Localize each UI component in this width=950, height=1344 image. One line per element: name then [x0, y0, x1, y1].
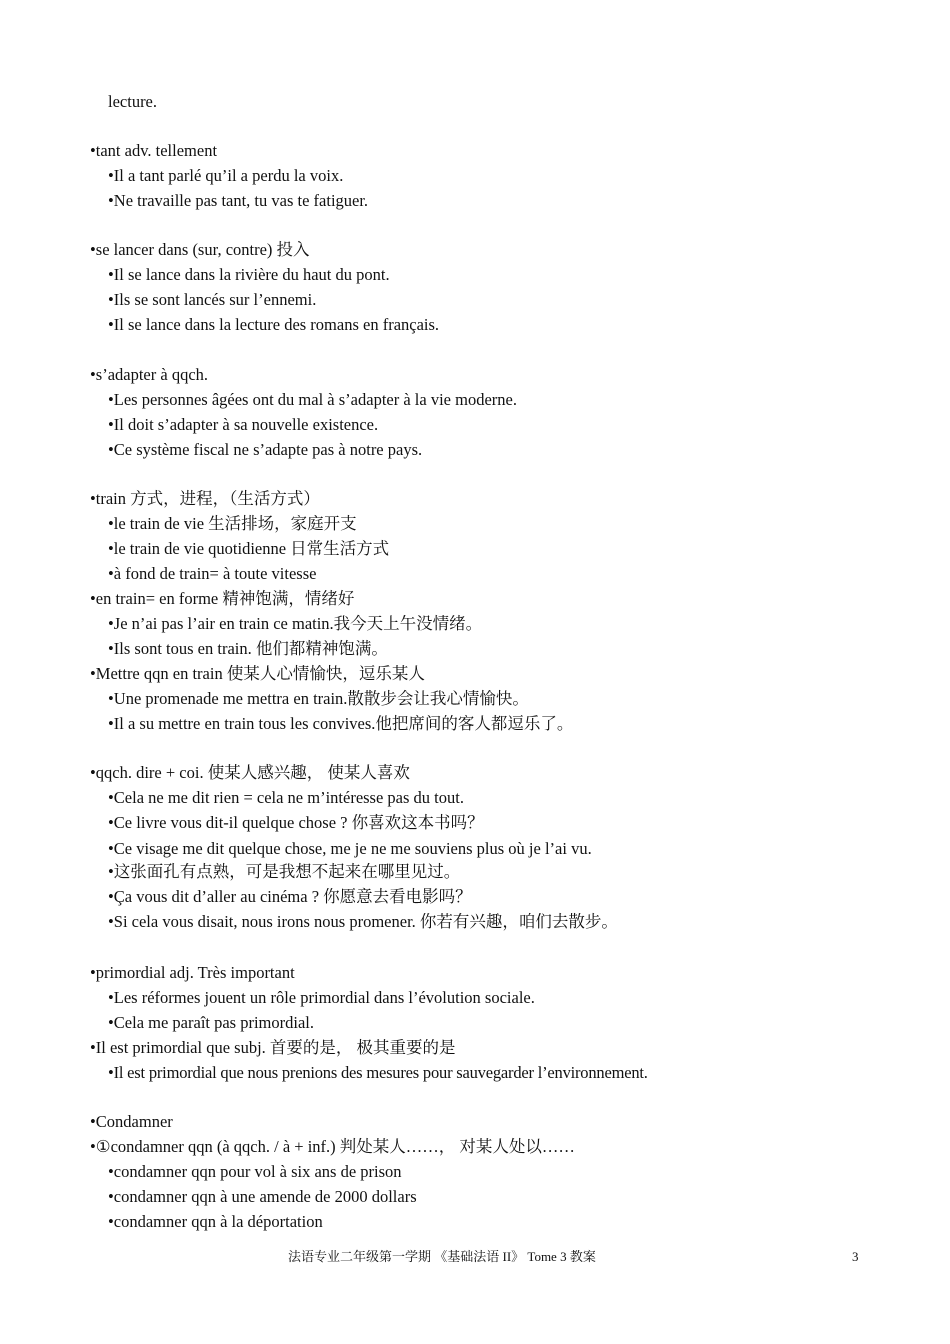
example-line: •Ils sont tous en train. 他们都精神饱满。	[108, 639, 388, 658]
example-line: •Il a su mettre en train tous les convives.他把席间的客人都逗乐了。	[108, 714, 574, 733]
example-line: •condamner qqn à la déportation	[108, 1212, 323, 1231]
entry-heading: •se lancer dans (sur, contre) 投入	[90, 240, 310, 259]
entry-heading: •qqch. dire + coi. 使某人感兴趣， 使某人喜欢	[90, 763, 410, 782]
example-line: •Ne travaille pas tant, tu vas te fatiguer.	[108, 191, 369, 210]
example-line: •Il doit s’adapter à sa nouvelle existence.	[108, 415, 379, 434]
entry-heading: •en train= en forme 精神饱满，情绪好	[90, 589, 355, 608]
example-line: •Ce système fiscal ne s’adapte pas à notre pays.	[108, 440, 423, 459]
example-line: •Il se lance dans la lecture des romans en français.	[108, 315, 440, 334]
entry-heading: •tant adv. tellement	[90, 141, 218, 160]
entry-heading: •s’adapter à qqch.	[90, 365, 209, 384]
entry-heading: •train 方式，进程，（生活方式）	[90, 489, 320, 508]
example-line: •Une promenade me mettra en train.散散步会让我心情愉快。	[108, 689, 529, 708]
entry-heading: •Condamner	[90, 1112, 173, 1131]
example-line: •Cela me paraît pas primordial.	[108, 1013, 315, 1032]
example-line: •Je n’ai pas l’air en train ce matin.我今天上午没情绪。	[108, 614, 483, 633]
entry-heading: •Il est primordial que subj. 首要的是， 极其重要的是	[90, 1038, 456, 1057]
example-line: •Les personnes âgées ont du mal à s’adapter à la vie moderne.	[108, 390, 517, 409]
example-line: •Il se lance dans la rivière du haut du pont.	[108, 265, 390, 284]
page-number: 3	[852, 1249, 859, 1264]
footer-text: 法语专业二年级第一学期 《基础法语 II》 Tome 3 教案	[288, 1249, 596, 1264]
example-line: •Les réformes jouent un rôle primordial dans l’évolution sociale.	[108, 988, 535, 1007]
entry-heading: •primordial adj. Très important	[90, 963, 295, 982]
example-line: •Si cela vous disait, nous irons nous promener. 你若有兴趣，咱们去散步。	[108, 912, 618, 931]
example-line: •le train de vie quotidienne 日常生活方式	[108, 539, 390, 558]
example-line: •Ils se sont lancés sur l’ennemi.	[108, 290, 317, 309]
example-line: •Ce visage me dit quelque chose, me je ne me souviens plus où je l’ai vu.	[108, 839, 592, 858]
example-line: •Ça vous dit d’aller au cinéma ? 你愿意去看电影吗？	[108, 887, 472, 906]
example-line: •à fond de train= à toute vitesse	[108, 564, 317, 583]
example-line: •Cela ne me dit rien = cela ne m’intéresse pas du tout.	[108, 788, 464, 807]
entry-heading: •Mettre qqn en train 使某人心情愉快，逗乐某人	[90, 664, 425, 683]
example-line: •Ce livre vous dit-il quelque chose ? 你喜欢这本书吗？	[108, 813, 484, 832]
entry-heading: •①condamner qqn (à qqch. / à + inf.) 判处某人……， 对某人处以……	[90, 1137, 575, 1156]
example-line: •condamner qqn à une amende de 2000 dollars	[108, 1187, 417, 1206]
example-line: •le train de vie 生活排场，家庭开支	[108, 514, 357, 533]
example-line: •condamner qqn pour vol à six ans de prison	[108, 1162, 402, 1181]
example-line: •Il a tant parlé qu’il a perdu la voix.	[108, 166, 344, 185]
example-line: •Il est primordial que nous prenions des mesures pour sauvegarder l’environnement.	[108, 1063, 648, 1082]
text-line: lecture.	[108, 92, 158, 111]
example-line: •这张面孔有点熟，可是我想不起来在哪里见过。	[108, 862, 461, 881]
